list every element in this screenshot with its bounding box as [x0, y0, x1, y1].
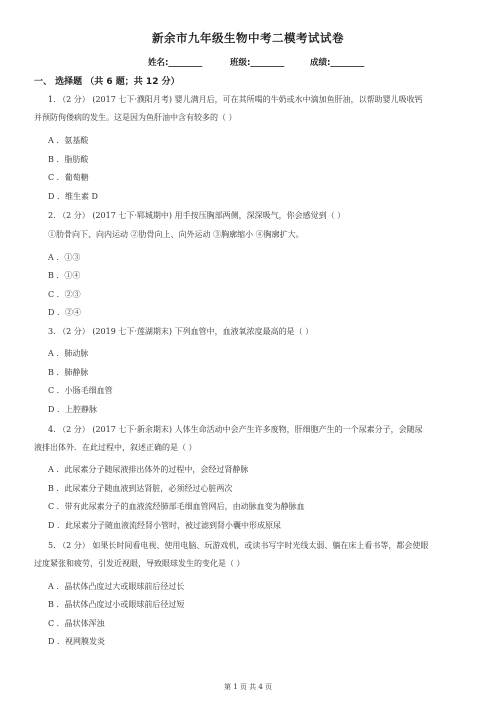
question-2-option-a: A ．①③ [48, 253, 81, 262]
question-2-option-c: C ．②③ [48, 290, 81, 299]
question-5-option-d: D ．视网膜发炎 [48, 637, 105, 646]
question-4-option-d: D ．此尿素分子随血液流经肾小管时，被过滤到肾小囊中形成原尿 [48, 521, 281, 530]
question-1-stem: 1. （2 分） (2017 七下·濮阳月考) 婴儿满月后，可在其所喝的牛奶或水中滴加鱼肝油，以帮助婴儿吸收钙 [48, 95, 423, 104]
question-5-option-c: C ．晶状体浑浊 [48, 619, 105, 628]
question-1-option-b: B ．脂肪酸 [48, 155, 89, 164]
question-4-option-b: B ．此尿素分子随血液到达肾脏，必须经过心脏两次 [48, 484, 233, 493]
question-1-option-d: D ．维生素 D [48, 192, 98, 201]
section-heading: 一、 选择题 （共 6 题；共 12 分） [34, 77, 180, 87]
question-4-stem-cont: 液排出体外．在此过程中，叙述正确的是（ ） [34, 443, 197, 452]
page-title: 新余市九年级生物中考二模考试试卷 [152, 31, 344, 45]
question-3-option-b: B ．肺静脉 [48, 368, 89, 377]
page-footer: 第 1 页 共 4 页 [223, 683, 273, 691]
question-2-option-d: D ．②④ [48, 308, 81, 317]
score-field: 成绩:________ [310, 58, 365, 68]
question-5-option-a: A ．晶状体凸度过大或眼球前后径过长 [48, 582, 185, 591]
name-field: 姓名:________ [148, 58, 203, 68]
question-1-stem-cont: 并预防佝偻病的发生。这是因为鱼肝油中含有较多的（ ） [34, 113, 237, 122]
question-3-stem: 3. （2 分） (2019 七下·莲湖期末) 下列血管中，血液氧浓度最高的是（ ） [48, 327, 314, 336]
question-3-option-d: D ．上腔静脉 [48, 405, 97, 414]
class-field: 班级:________ [230, 58, 285, 68]
question-5-stem: 5. （2 分） 如果长时间看电视、使用电脑、玩游戏机，或读书写字时光线太弱、躺在床上看书等，都会使眼 [48, 541, 429, 550]
question-2-option-b: B ．①④ [48, 271, 81, 280]
question-2-stem-cont: ①肋骨向下、向内运动 ②肋骨向上、向外运动 ③胸廓缩小 ④胸廓扩大。 [48, 230, 304, 239]
question-5-option-b: B ．晶状体凸度过小或眼球前后径过短 [48, 600, 185, 609]
question-4-option-a: A ．此尿素分子随尿液排出体外的过程中，会经过肾静脉 [48, 465, 249, 474]
question-1-option-a: A ．氨基酸 [48, 136, 89, 145]
question-4-stem: 4. （2 分） (2017 七下·新余期末) 人体生命活动中会产生许多废物，肝细胞产生的一个尿素分子，会随尿 [48, 425, 423, 434]
question-4-option-c: C ．带有此尿素分子的血液流经肺部毛细血管网后，由动脉血变为静脉血 [48, 502, 305, 511]
question-3-option-a: A ．肺动脉 [48, 349, 89, 358]
question-5-stem-cont: 过度紧张和疲劳，引发近视眼，导致眼球发生的变化是（ ） [34, 559, 245, 568]
question-3-option-c: C ．小肠毛细血管 [48, 386, 113, 395]
question-2-stem: 2. （2 分） (2017 七下·郓城期中) 用手按压胸部两侧，深深吸气，你会感觉到（ ） [48, 211, 346, 220]
question-1-option-c: C ．葡萄糖 [48, 173, 89, 182]
